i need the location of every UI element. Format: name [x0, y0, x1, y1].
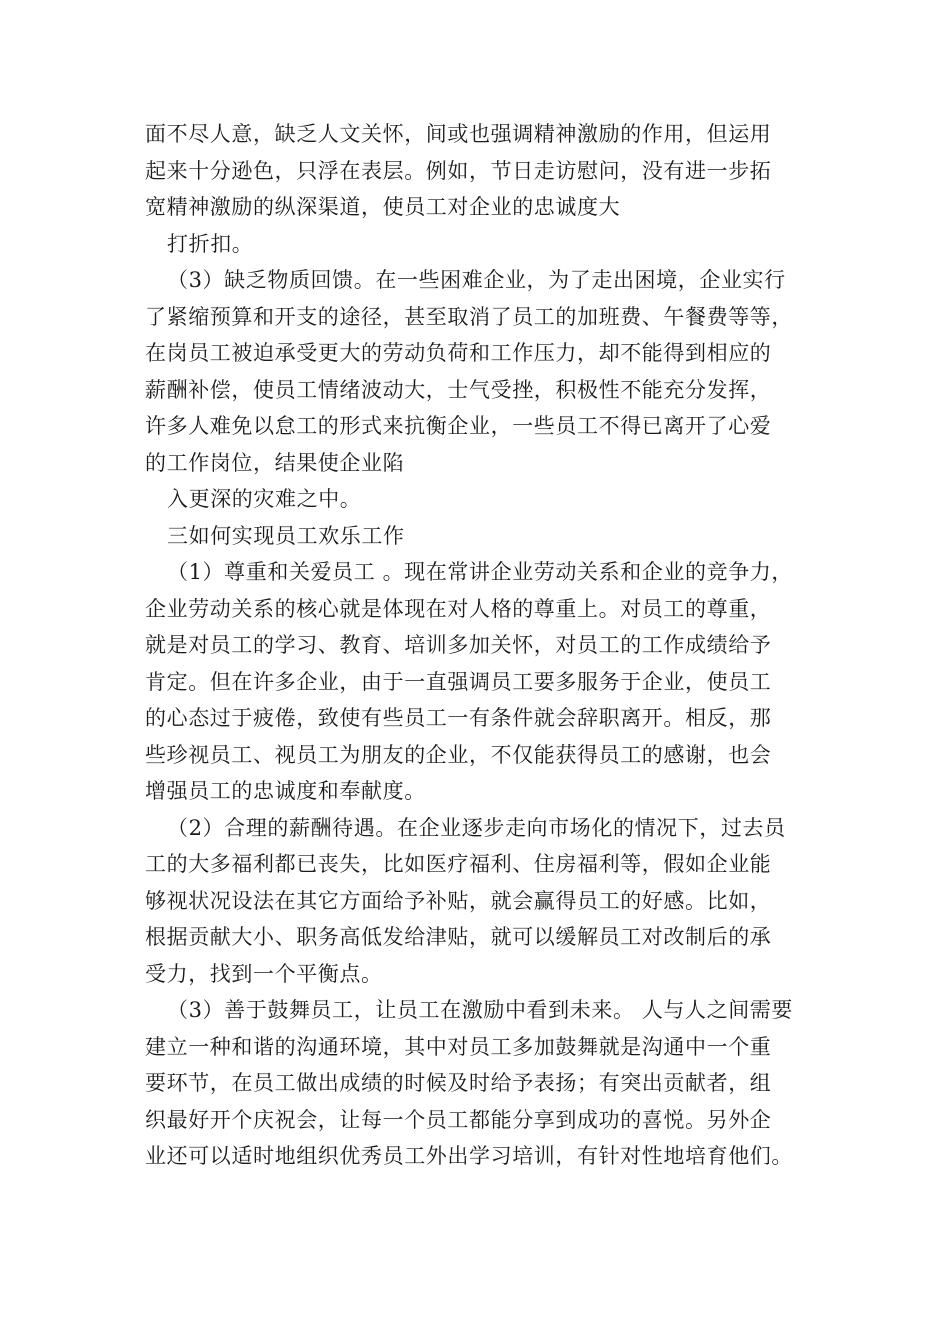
text-line: 增强员工的忠诚度和奉献度。	[145, 779, 426, 803]
paragraph-heading-line: （1）尊重和关爱员工 。现在常讲企业劳动关系和企业的竞争力，	[167, 560, 794, 584]
text-line: 的心态过于疲倦，致使有些员工一有条件就会辞职离开。相反，那	[145, 706, 772, 730]
text-line: 肯定。但在许多企业，由于一直强调员工要多服务于企业，使员工	[145, 669, 772, 694]
text-line: 了紧缩预算和开支的途径，甚至取消了员工的加班费、午餐费等等，	[145, 304, 793, 329]
text-line: 打折扣。	[167, 231, 254, 256]
text-line: 企业劳动关系的核心就是体现在对人格的尊重上。对员工的尊重，	[145, 596, 772, 621]
document-body	[145, 116, 835, 1175]
text-line: 根据贡献大小、职务高低发给津贴，就可以缓解员工对改制后的承	[145, 925, 772, 949]
paragraph-heading-line: （3）缺乏物质回馈。在一些困难企业，为了走出困境，企业实行	[167, 268, 786, 292]
text-line: 的工作岗位，结果使企业陷	[145, 450, 405, 475]
text-line: 在岗员工被迫承受更大的劳动负荷和工作压力，却不能得到相应的	[145, 341, 772, 365]
text-line: 起来十分逊色，只浮在表层。例如，节日走访慰问，没有进一步拓	[145, 158, 772, 183]
text-line: 工的大多福利都已丧失，比如医疗福利、住房福利等，假如企业能	[145, 852, 772, 876]
text-line: 宽精神激励的纵深渠道，使员工对企业的忠诚度大	[145, 195, 621, 219]
paragraph-heading-line: （3）善于鼓舞员工，让员工在激励中看到未来。 人与人之间需要	[167, 998, 794, 1022]
text-line: 织最好开个庆祝会，让每一个员工都能分享到成功的喜悦。另外企	[145, 1107, 772, 1132]
text-line: 业还可以适时地组织优秀员工外出学习培训，有针对性地培育他们。	[145, 1144, 793, 1168]
text-line: 要环节，在员工做出成绩的时候及时给予表扬；有突出贡献者，组	[145, 1071, 772, 1095]
section-heading: 三如何实现员工欢乐工作	[167, 523, 405, 548]
text-line: 许多人难免以怠工的形式来抗衡企业，一些员工不得已离开了心爱	[145, 414, 772, 438]
text-line: 薪酬补偿，使员工情绪波动大，士气受挫，积极性不能充分发挥，	[145, 377, 772, 402]
text-line: 建立一种和谐的沟通环境，其中对员工多加鼓舞就是沟通中一个重	[145, 1034, 772, 1059]
text-line: 入更深的灾难之中。	[167, 487, 362, 511]
paragraph-heading-line: （2）合理的薪酬待遇。在企业逐步走向市场化的情况下，过去员	[167, 815, 786, 840]
text-line: 受力，找到一个平衡点。	[145, 961, 383, 986]
text-line: 面不尽人意，缺乏人文关怀，间或也强调精神激励的作用，但运用	[145, 122, 772, 146]
text-line: 就是对员工的学习、教育、培训多加关怀，对员工的工作成绩给予	[145, 633, 772, 657]
text-line: 些珍视员工、视员工为朋友的企业，不仅能获得员工的感谢，也会	[145, 742, 772, 767]
text-line: 够视状况设法在其它方面给予补贴，就会赢得员工的好感。比如，	[145, 888, 772, 913]
